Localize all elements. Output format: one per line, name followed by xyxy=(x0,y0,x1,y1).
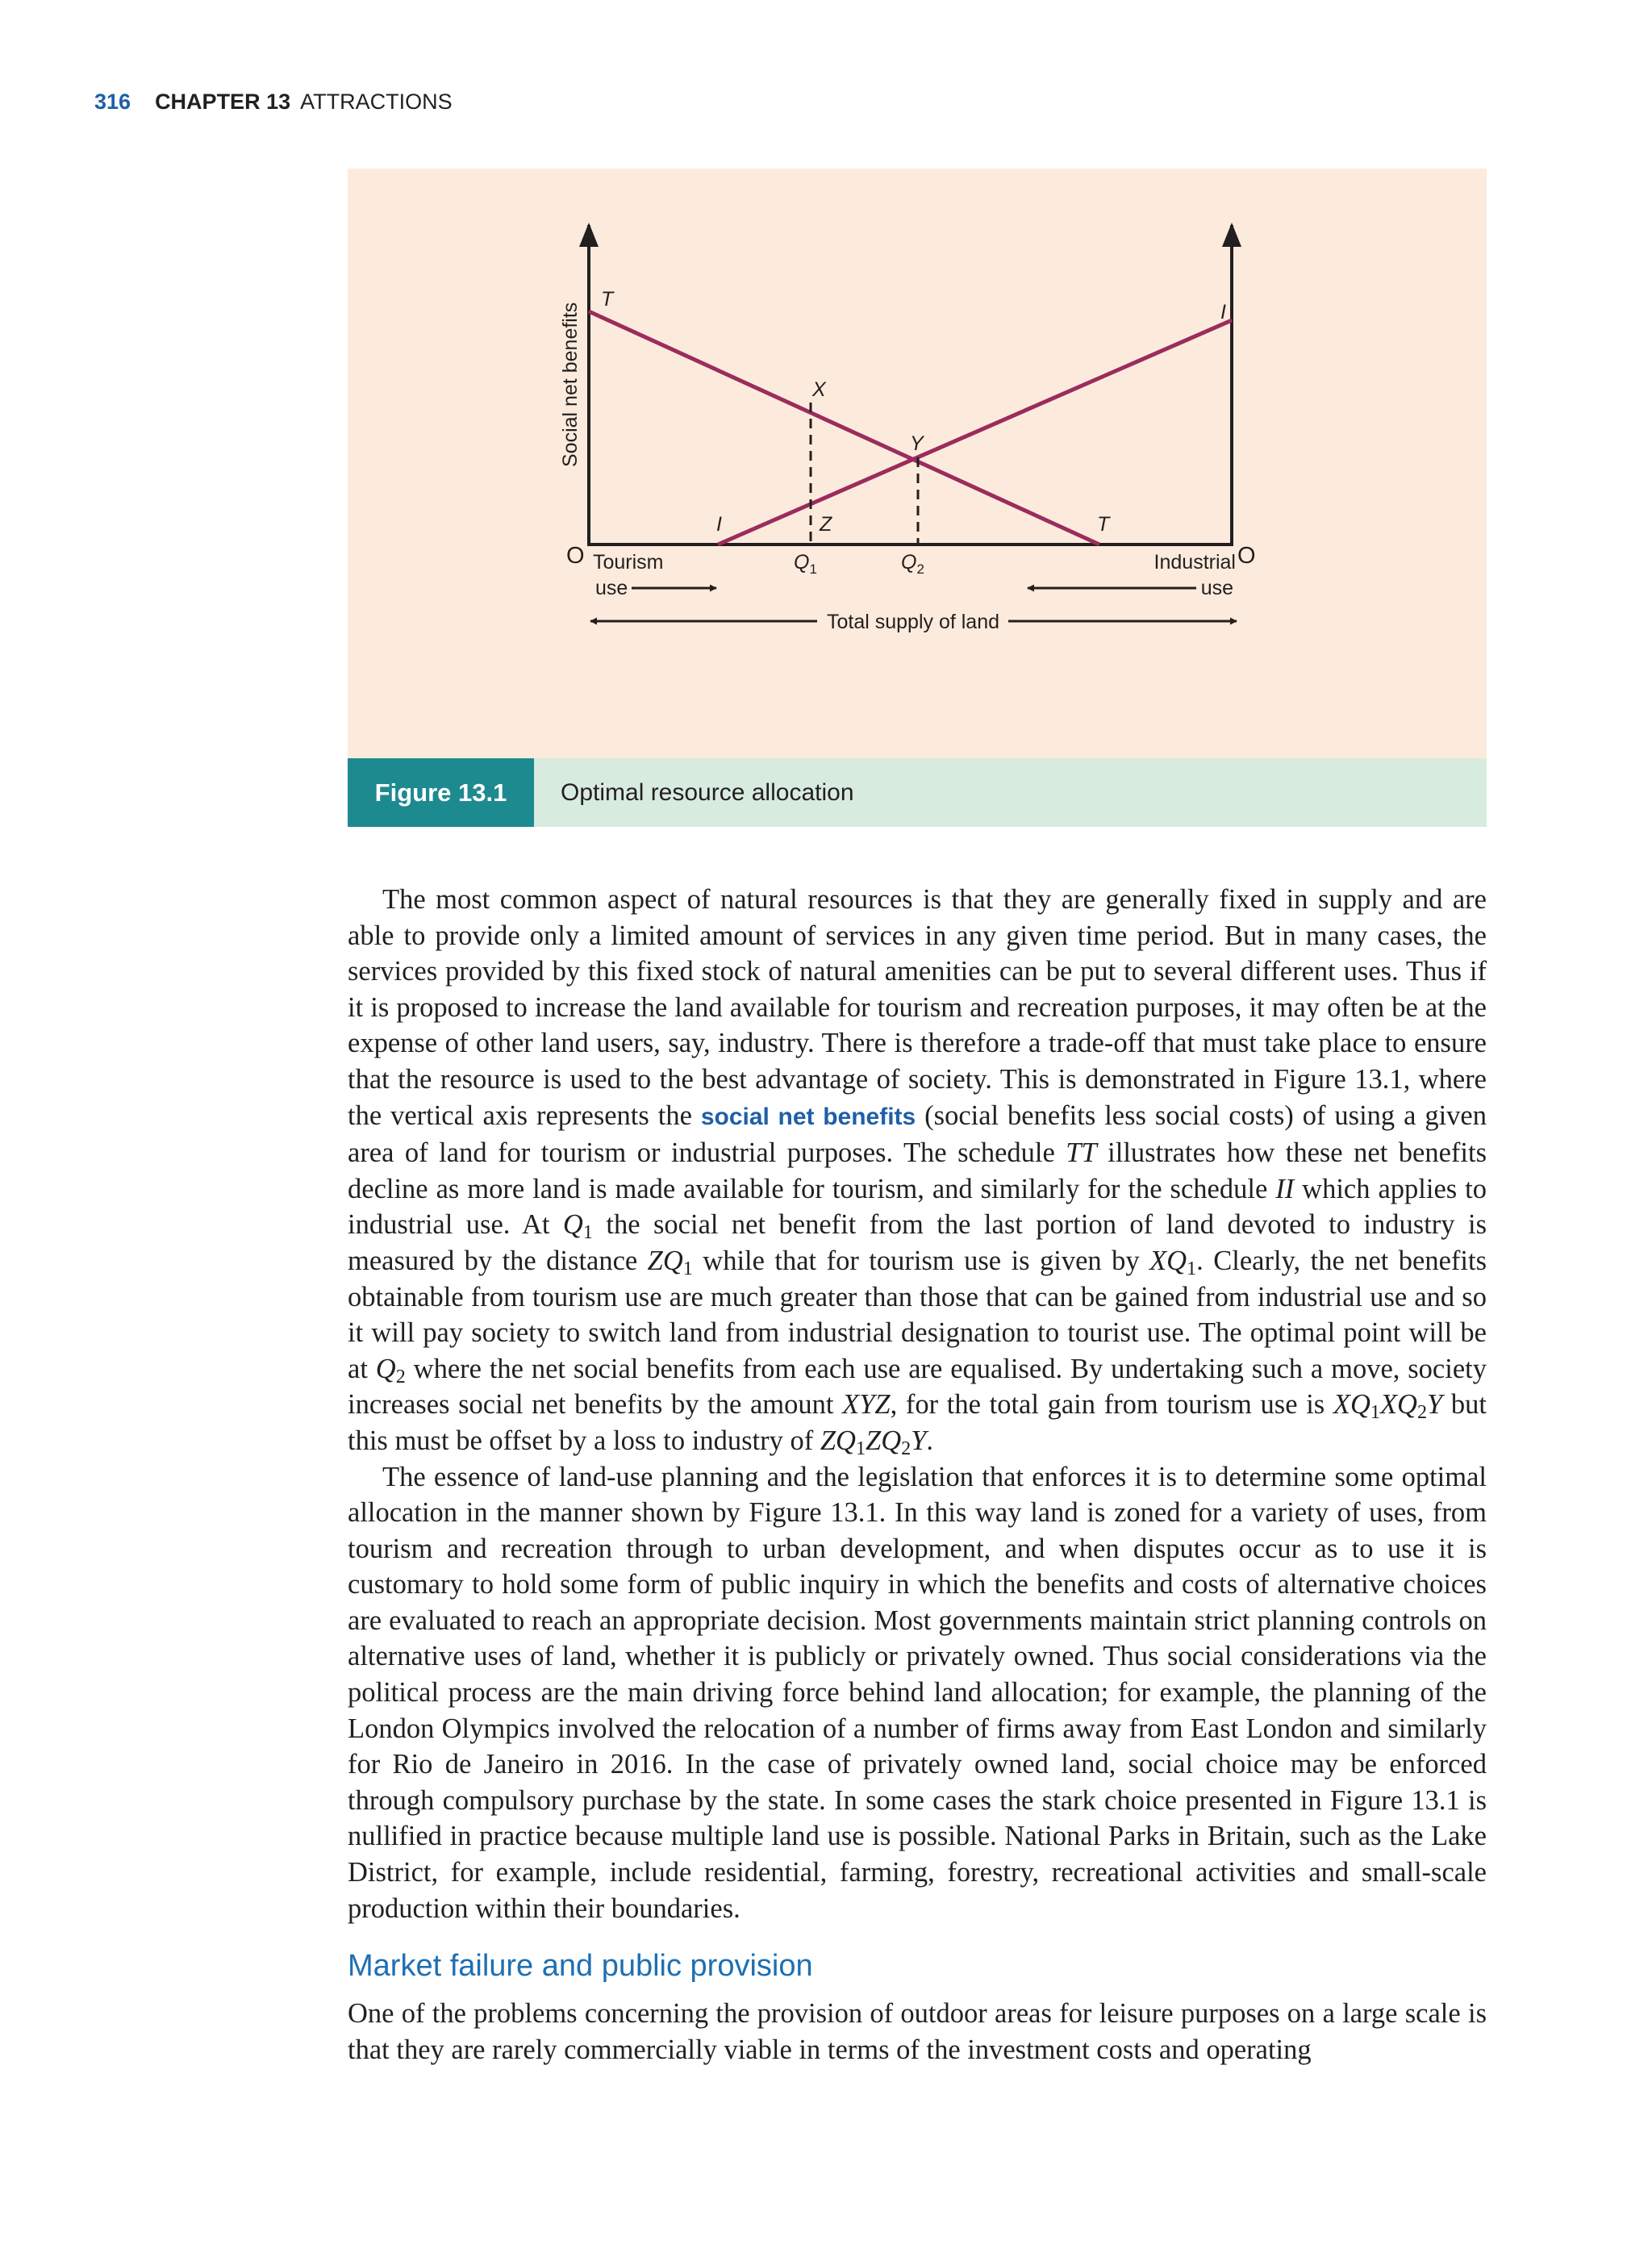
label-Z: Z xyxy=(820,513,832,536)
label-I-bottom: I xyxy=(716,513,722,536)
chapter-title: ATTRACTIONS xyxy=(300,90,453,114)
label-X: X xyxy=(812,378,826,401)
label-T-top: T xyxy=(601,288,614,311)
page-number: 316 xyxy=(94,90,131,114)
q2-label: $Q_2$ xyxy=(901,551,924,577)
origin-right: O xyxy=(1237,543,1256,569)
origin-left: O xyxy=(566,543,585,569)
paragraph-2: The essence of land-use planning and the legislation that enforces it is to determine some optimal allocation in the manner shown by Figure 13.1. In this way land is zoned for a variety of uses, from tourism and recreation through to urban development, and when disputes occur as to use it is customary to hold some form of public inquiry in which the benefits and costs of alternative choices are evaluated to reach an appropriate decision. Most governments maintain strict planning controls on alternative uses of land, whether it is publicly or privately owned. Thus social considerations via the political process are the main driving force behind land allocation; for example, the planning of the London Olympics involved the relocation of a number of firms away from East London and similarly for Rio de Janeiro in 2016. In the case of privately owned land, social choice may be enforced through compulsory purchase by the state. In some cases the stark choice presented in Figure 13.1 is nullified in practice because multiple land use is possible. National Parks in Britain, such as the Lake District, for example, include residential, farming, forestry, recreational activities and small-scale production within their boundaries. xyxy=(348,1461,1487,1924)
label-Y: Y xyxy=(910,432,924,455)
body-text xyxy=(348,882,1487,2068)
tourism-use-label: Tourism xyxy=(593,551,664,574)
total-supply-label: Total supply of land xyxy=(826,611,1000,633)
paragraph-1: The most common aspect of natural resources is that they are generally fixed in supply and are able to provide only a limited amount of services in any given time period. But in many cases, the services provided by this fixed stock of natural amenities can be put to several different uses. Thus if it is proposed to increase the land available for tourism and recreation purposes, it may often be at the expense of other land users, say, industry. There is therefore a trade-off that must take place to ensure that the resource is used to the best advantage of society. This is demonstrated in Figure 13.1, where the vertical axis represents the social net benefits (social benefits less social costs) of using a given area of land for tourism or industrial purposes. The schedule TT illustrates how these net benefits decline as more land is made available for tourism, and similarly for the schedule II which applies to industrial use. At $Q_1$ the social net benefit from the last portion of land devoted to industry is measured by the distance $ZQ_1$ while that for tourism use is given by $XQ_1$. Clearly, the net benefits obtainable from tourism use are much greater than those that can be gained from industrial use and so it will pay society to switch land from industrial designation to tourist use. The optimal point will be at $Q_2$ where the net social benefits from each use are equalised. By undertaking such a move, society increases social net benefits by the amount XYZ, for the total gain from tourism use is $XQ_1XQ_2Y$ but this must be offset by a loss to industry of $ZQ_1ZQ_2Y$. xyxy=(348,884,1487,1459)
industrial-use-label: Industrial xyxy=(1153,551,1236,574)
chapter-label: CHAPTER 13 xyxy=(155,90,291,114)
label-T-bottom: T xyxy=(1097,513,1110,536)
running-header xyxy=(94,86,453,118)
figure-caption xyxy=(348,758,1487,827)
label-I-top: I xyxy=(1220,301,1226,323)
tourism-schedule-TT xyxy=(589,311,1099,545)
figure-diagram xyxy=(348,169,1487,758)
figure-number: Figure 13.1 xyxy=(348,758,534,827)
paragraph-3: One of the problems concerning the provision of outdoor areas for leisure purposes on a large scale is that they are rarely commercially viable in terms of the investment costs and operating xyxy=(348,1998,1487,2065)
land-allocation-diagram xyxy=(348,169,1487,758)
keyword-social-net-benefits: social net benefits xyxy=(700,1103,916,1130)
industrial-use-label-2: use xyxy=(1200,577,1233,599)
q1-label: $Q_1$ xyxy=(794,551,817,577)
section-heading: Market failure and public provision xyxy=(348,1949,813,1984)
figure-caption-text: Optimal resource allocation xyxy=(561,779,854,806)
y-axis-label: Social net benefits xyxy=(559,302,582,467)
tourism-use-label-2: use xyxy=(595,577,628,599)
industry-schedule-II xyxy=(718,320,1232,545)
